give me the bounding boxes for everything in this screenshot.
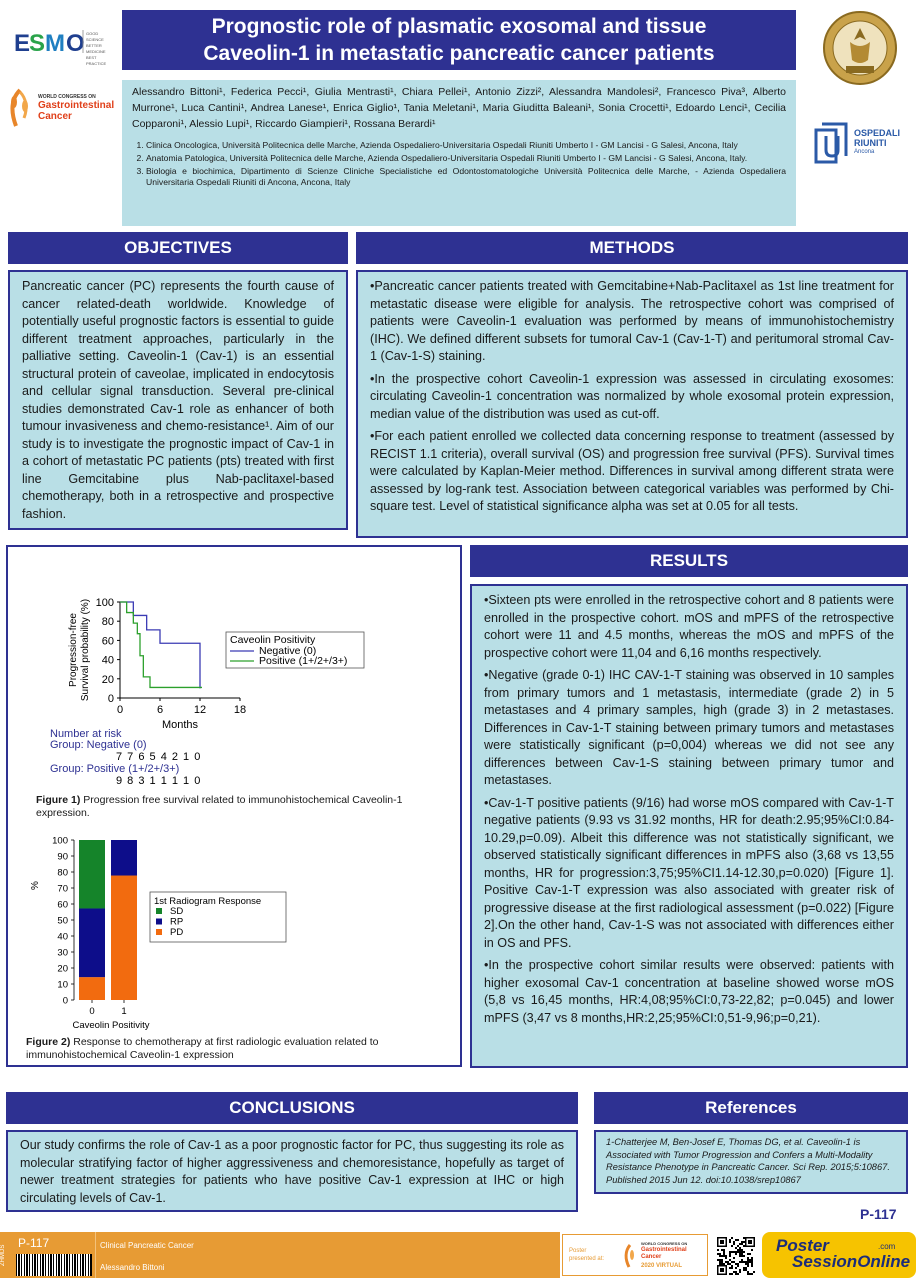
legend-label: RP (170, 916, 184, 928)
gi-logo-line1: WORLD CONGRESS ON (38, 94, 96, 100)
qr-module (745, 1269, 747, 1271)
y-tick-label: 90 (57, 851, 68, 863)
qr-module (747, 1259, 749, 1261)
esmo-tagline: BETTER MEDICINE (86, 43, 106, 54)
qr-module (731, 1267, 733, 1269)
qr-module (719, 1261, 721, 1263)
event-line: Gastrointestinal (641, 1247, 687, 1253)
y-tick-label: 10 (57, 979, 68, 991)
qr-module (733, 1251, 735, 1253)
ospedali-riuniti-logo (812, 122, 908, 166)
y-tick-label: 20 (57, 963, 68, 975)
x-tick-label: 12 (193, 704, 207, 716)
y-tick-label: 40 (101, 654, 114, 667)
qr-module (731, 1261, 733, 1263)
qr-module (737, 1251, 739, 1253)
qr-module (745, 1261, 747, 1263)
results-paragraph: •Sixteen pts were enrolled in the retrospective cohort and 8 patients were enrolled in the prospective cohort. mOS and mPFS of the retrospective cohort were 11 and 4.5 months, whereas the mOS and mPFS of the prospective cohort were 11,04 and 6,16 months respectively. (484, 593, 894, 660)
qr-module (739, 1261, 741, 1263)
x-axis-label: Months (161, 719, 199, 731)
qr-module (729, 1263, 731, 1265)
affiliation-item: 2. Anatomia Patologica, Università Politecnica delle Marche, Azienda Ospedaliero-Universitaria Ospedali Riuniti Umberto I - GM Lancisi - G Salesi, Ancona, Italy. (146, 153, 786, 164)
qr-module (743, 1261, 745, 1263)
qr-module (741, 1251, 743, 1253)
author-list: Alessandro Bittoni¹, Federica Pecci¹, Giulia Mentrasti¹, Chiara Pellei¹, Antonio Zizzi², Alessandra Mandolesi², Francesco Piva³, Alberto Murrone¹, Luca Cantini¹, Andrea Lanese¹, Enrica Giglio¹, Tania Meletani¹, Maria Giuditta Baleani¹, Sonia Crocetti¹, Edoardo Lenci¹, Cecilia Copparoni¹, Alessio Lupi¹, Riccardo Giampieri¹, Rossana Berardi¹ (132, 86, 786, 130)
qr-module (741, 1255, 743, 1257)
qr-module (739, 1255, 741, 1257)
y-tick-label: 80 (57, 867, 68, 879)
event-line: WORLD CONGRESS ON (641, 1241, 688, 1246)
svg-text:M: M (45, 30, 65, 57)
qr-module (739, 1271, 741, 1273)
qr-module (747, 1273, 749, 1275)
y-tick-label: 60 (57, 899, 68, 911)
qr-module (733, 1241, 735, 1243)
x-tick-label: 18 (233, 704, 247, 716)
qr-module (731, 1251, 733, 1253)
legend-title: 1st Radiogram Response (154, 896, 262, 907)
x-tick-label: 0 (116, 704, 124, 716)
affiliation-item: 1. Clinica Oncologica, Università Politecnica delle Marche, Azienda Ospedaliero-Universitaria Ospedali Riuniti Umberto I - GM Lancisi - G Salesi, Ancona, Italy (146, 140, 786, 151)
esmo-tagline: GOOD SCIENCE (86, 31, 104, 42)
risk-table-title: Number at risk (50, 728, 122, 740)
y-tick-label: 100 (95, 597, 114, 609)
qr-module (735, 1273, 737, 1275)
results-heading: RESULTS (470, 545, 908, 577)
qr-module (735, 1271, 737, 1273)
conclusions-text: Our study confirms the role of Cav-1 as a poor prognostic factor for PC, thus suggesting its role as molecular stratifying factor of higher aggressiveness and chemoresistance, hopefully as target of newer treatment strategies for patients who have positive Cav-1 expression at IHC or high circulating levels of Cav-1. (20, 1138, 564, 1205)
footer-author: Alessandro Bittoni (100, 1263, 165, 1272)
esmo-tagline: BEST PRACTICE (86, 55, 107, 66)
y-tick-label: 20 (101, 673, 114, 686)
qr-module (725, 1261, 727, 1263)
y-tick-label: 40 (57, 931, 68, 943)
figure-2-text: Response to chemotherapy at first radiologic evaluation related to immunohistochemical Caveolin-1 expression (26, 1036, 379, 1061)
qr-module (747, 1253, 749, 1255)
legend-swatch (156, 908, 162, 914)
gi-congress-logo (6, 86, 121, 132)
qr-module (741, 1241, 743, 1243)
qr-module (729, 1251, 731, 1253)
qr-module (731, 1237, 733, 1239)
postersessiononline-logo (762, 1232, 916, 1278)
qr-module (751, 1257, 753, 1259)
risk-group-label: Group: Positive (1+/2+/3+) (50, 763, 180, 775)
qr-module (733, 1261, 735, 1263)
qr-module (729, 1267, 731, 1269)
affiliation-item: 3. Biologia e biochimica, Dipartimento di Scienze Cliniche Specialistiche ed Odontostomatologiche Università Politecnica delle Marche, - Azienda Ospedaliera Universitaria Ospedali Riuniti di Ancona, Ancona, Italy (146, 166, 786, 188)
svg-text:O: O (66, 30, 85, 57)
qr-module (743, 1245, 745, 1247)
qr-module (723, 1249, 725, 1251)
qr-module (735, 1239, 737, 1241)
footer-code: P-117 (18, 1236, 50, 1250)
footer-bar (0, 1232, 560, 1278)
km-curve-negative (120, 602, 200, 688)
qr-module (747, 1265, 749, 1267)
qr-module (717, 1253, 719, 1255)
objectives-text: Pancreatic cancer (PC) represents the fourth cause of cancer related-death worldwide. Knowledge of potentially useful prognostic factors is essential to guide different treatment approaches, particularly in the palliative setting. Caveolin-1 (Cav-1) is an essential structural protein of caveolae, implicated in endocytosis and cellular signal transduction. Several pre-clinical studies demonstrated Cav-1 role as enhancer of both tumour invasiveness and chemo-resistance¹. Aim of our study is to investigate the prognostic impact of Cav-1 in a cohort of metastatic PC patients (pts) treated with first line Gemcitabine plus Nab-paclitaxel-based chemotherapy, both in a retrospective and prospective fashion. (22, 279, 334, 521)
qr-module (749, 1273, 751, 1275)
risk-group-values: 9 8 3 1 1 1 1 0 (116, 775, 202, 785)
title-line-2: Caveolin-1 in metastatic pancreatic cancer patients (203, 42, 715, 65)
qr-module (743, 1251, 745, 1253)
qr-module (729, 1259, 731, 1261)
presented-at-line: Poster (569, 1248, 587, 1254)
figure-1-label: Figure 1) (36, 794, 81, 806)
objectives-panel (8, 270, 348, 530)
y-tick-label: 100 (52, 835, 68, 847)
ospedali-line1: OSPEDALI (854, 128, 901, 138)
qr-module (721, 1259, 723, 1261)
bar-segment-rp (111, 840, 137, 876)
ospedali-line2: RIUNITI (854, 138, 887, 148)
esmo-logo (14, 24, 114, 66)
qr-module (741, 1259, 743, 1261)
presented-at-line: presented at: (569, 1256, 605, 1262)
qr-module (749, 1259, 751, 1261)
qr-module (737, 1265, 739, 1267)
qr-module (735, 1267, 737, 1269)
conclusions-heading: CONCLUSIONS (6, 1092, 578, 1124)
qr-code-icon (716, 1236, 756, 1276)
x-tick-label: 1 (121, 1006, 127, 1017)
svg-text:E: E (14, 30, 31, 57)
qr-module (743, 1241, 745, 1243)
qr-module (749, 1261, 751, 1263)
qr-module (751, 1261, 753, 1263)
event-edition: 2020 VIRTUAL (641, 1263, 683, 1269)
qr-module (723, 1251, 725, 1253)
qr-module (729, 1241, 731, 1243)
gi-logo-line3: Cancer (38, 111, 72, 122)
legend-label: SD (170, 906, 184, 917)
methods-panel (356, 270, 908, 538)
objectives-heading: OBJECTIVES (8, 232, 348, 264)
ospedali-line3: Ancona (854, 149, 875, 155)
qr-module (733, 1257, 735, 1259)
references-panel (594, 1130, 908, 1194)
qr-module (743, 1269, 745, 1271)
methods-paragraph: •Pancreatic cancer patients treated with Gemcitabine+Nab-Paclitaxel as 1st line treatment for metastatic disease were eligible for analysis. The retrospective cohort was comprised of patients were Caveolin-1 evaluation was performed by means of immunohistochemistry (IHC). We defined different subsets for tumoral Cav-1 (Cav-1-T) and peritumoral stromal Cav-1 (Cav-1-S) staining. (370, 279, 894, 363)
qr-module (753, 1271, 755, 1273)
qr-module (721, 1261, 723, 1263)
qr-module (739, 1247, 741, 1249)
methods-heading: METHODS (356, 232, 908, 264)
results-paragraph: •Negative (grade 0-1) IHC CAV-1-T staining was observed in 10 samples from primary tumors and 1 metastasis, intermediate (grade 2) in 5 metastases and 4 primary samples, high (grade 3) in 2 metastases. Differences in Cav-1-T staining between primary tumors and metastases were statistically significant (p=0,004) whereas we did not see any differences between Cav-1-S staining between primary tumor and metastases. (484, 668, 894, 787)
y-tick-label: 50 (57, 915, 68, 927)
figure-1-text: Progression free survival related to immunohistochemical Caveolin-1 expression. (36, 794, 403, 819)
qr-module (751, 1249, 753, 1251)
qr-module (751, 1273, 753, 1275)
qr-module (731, 1265, 733, 1267)
brand-line-1: Poster (776, 1236, 829, 1255)
qr-module (747, 1261, 749, 1263)
qr-module (729, 1239, 731, 1241)
qr-module (739, 1269, 741, 1271)
qr-module (741, 1261, 743, 1263)
bar-segment-rp (79, 908, 105, 977)
bar-segment-sd (79, 840, 105, 908)
qr-module (723, 1253, 725, 1255)
stacked-bar-chart (24, 830, 324, 1035)
qr-module (725, 1255, 727, 1257)
poster-code: P-117 (860, 1206, 897, 1222)
y-axis-label (68, 599, 91, 701)
title-line-1: Prognostic role of plasmatic exosomal and tissue (211, 15, 707, 38)
qr-module (745, 1267, 747, 1269)
qr-module (727, 1261, 729, 1263)
qr-finder-core (720, 1240, 724, 1244)
qr-module (739, 1243, 741, 1245)
qr-module (741, 1243, 743, 1245)
brand-suffix: .com (878, 1242, 896, 1251)
qr-module (729, 1273, 731, 1275)
qr-module (735, 1251, 737, 1253)
legend-swatch (156, 929, 162, 935)
methods-paragraph: •For each patient enrolled we collected data concerning response to treatment (assessed by RECIST 1.1 criteria), overall survival (OS) and progression free survival (PFS). Survival times were calculated by Kaplan-Meier method. Differences in survival among different strata were assessed by log-rank test. Association between categorical variables was performed by Chi-square test. Level of statistical significance alpha was set at 0.05 for all tests. (370, 429, 894, 513)
risk-group-values: 7 7 6 5 4 2 1 0 (116, 751, 202, 763)
qr-module (717, 1249, 719, 1251)
qr-module (735, 1253, 737, 1255)
km-chart (30, 590, 440, 785)
qr-module (739, 1249, 741, 1251)
qr-module (751, 1263, 753, 1265)
gi-logo-line2: Gastrointestinal (38, 100, 115, 111)
y-axis-label: % (30, 881, 41, 890)
y-tick-label: 0 (62, 995, 68, 1007)
qr-module (721, 1249, 723, 1251)
qr-module (729, 1253, 731, 1255)
authors-affiliations-box (122, 80, 796, 226)
figure-1-caption (36, 794, 441, 820)
gi-leaf-icon (623, 1243, 637, 1269)
qr-module (739, 1251, 741, 1253)
event-line: Cancer (641, 1254, 662, 1260)
x-tick-label: 0 (89, 1006, 95, 1017)
km-curve-positive (120, 602, 202, 687)
y-axis-label-line: Progression-free (68, 613, 79, 687)
qr-module (731, 1245, 733, 1247)
risk-group-label: Group: Negative (0) (50, 739, 147, 751)
qr-module (743, 1255, 745, 1257)
qr-module (735, 1247, 737, 1249)
qr-module (743, 1237, 745, 1239)
figure-2-caption (26, 1036, 446, 1062)
qr-module (741, 1249, 743, 1251)
legend-swatch (156, 919, 162, 925)
figure-2-label: Figure 2) (26, 1036, 71, 1048)
footer-side-code: ZHMDS (0, 1244, 6, 1266)
y-tick-label: 70 (57, 883, 68, 895)
qr-module (735, 1263, 737, 1265)
qr-finder-core (720, 1268, 724, 1272)
svg-text:S: S (29, 30, 46, 57)
bar-segment-pd (79, 977, 105, 1000)
qr-module (731, 1273, 733, 1275)
footer-category: Clinical Pancreatic Cancer (100, 1241, 194, 1250)
qr-module (737, 1263, 739, 1265)
results-paragraph: •In the prospective cohort similar results were observed: patients with higher exosomal Cav-1 concentration at baseline showed worse mOS (5,8 vs 16,45 months, HR:4,08;95%CI:0,73-22,82; p=0.045) and lower mPFS (3,47 vs 8 months,HR:2,25;95%CI:0,51-9,96;p=0,21). (484, 958, 894, 1025)
references-heading: References (594, 1092, 908, 1124)
affiliation-list (132, 140, 786, 188)
qr-module (723, 1255, 725, 1257)
qr-module (747, 1257, 749, 1259)
y-axis-label-line: Survival probability (%) (80, 598, 91, 702)
methods-paragraph: •In the prospective cohort Caveolin-1 expression was assessed in circulating exosomes: circulating Caveolin-1 concentration was normalized by whole exosomal protein expression, median value of the distribution was used as cut-off. (370, 371, 894, 421)
university-seal-logo (822, 10, 898, 86)
x-tick-label: 6 (156, 704, 164, 716)
qr-module (721, 1263, 723, 1265)
y-tick-label: 80 (101, 616, 114, 629)
qr-module (719, 1255, 721, 1257)
footer-divider (95, 1232, 96, 1278)
qr-module (725, 1257, 727, 1259)
bar-segment-pd (111, 876, 137, 1000)
conclusions-panel (6, 1130, 578, 1212)
legend-label: Positive (1+/2+/3+) (259, 655, 348, 667)
y-tick-label: 0 (107, 693, 114, 705)
brand-line-2: SessionOnline (792, 1252, 911, 1271)
qr-module (727, 1263, 729, 1265)
qr-module (719, 1263, 721, 1265)
legend-label: Negative (0) (259, 645, 317, 657)
qr-finder-core (748, 1240, 752, 1244)
qr-module (751, 1259, 753, 1261)
qr-module (737, 1249, 739, 1251)
qr-module (737, 1239, 739, 1241)
qr-module (719, 1259, 721, 1261)
qr-module (723, 1263, 725, 1265)
qr-module (749, 1253, 751, 1255)
qr-module (737, 1245, 739, 1247)
y-tick-label: 60 (101, 635, 114, 648)
qr-module (721, 1255, 723, 1257)
results-paragraph: •Cav-1-T positive patients (9/16) had worse mOS compared with Cav-1-T negative patients (9.93 vs 31.92 months, HR for death:2.95;95%CI:0.84-10.29,p=0.09). Albeit this difference was not statistically significant, we observed statistically significant differences in mPFS also (3,68 vs 13,55 months, HR for progression:3,75;95%CI1.14-12.30,p=0.020) [Figure 1]. Positive Cav-1-T expression was also associated with greater risk of progressive disease at the first radiological assessment (p=0.022) [Figure 2].On the other hand, Cav-1-S was not associated with differences either in OS and PFS. (484, 795, 894, 950)
results-panel (470, 584, 908, 1068)
qr-module (737, 1273, 739, 1275)
barcode (16, 1254, 92, 1276)
qr-module (733, 1271, 735, 1273)
qr-module (743, 1267, 745, 1269)
qr-module (717, 1259, 719, 1261)
poster-title (122, 10, 796, 70)
qr-module (739, 1253, 741, 1255)
qr-module (741, 1253, 743, 1255)
presented-at-box (562, 1234, 708, 1276)
references-text: 1-Chatterjee M, Ben-Josef E, Thomas DG, et al. Caveolin-1 is Associated with Tumor Progression and Confers a Multi-Modality Resistance Phenotype in Pancreatic Cancer. Sci Rep. 2015;5:10867. Published 2015 Jun 12. doi:10.1038/srep10867 (606, 1137, 890, 1185)
qr-module (719, 1253, 721, 1255)
legend-label: PD (170, 927, 184, 938)
qr-module (747, 1271, 749, 1273)
qr-module (747, 1263, 749, 1265)
qr-module (733, 1243, 735, 1245)
legend-title: Caveolin Positivity (230, 634, 316, 646)
qr-module (751, 1265, 753, 1267)
y-tick-label: 30 (57, 947, 68, 959)
qr-module (745, 1263, 747, 1265)
qr-module (729, 1255, 731, 1257)
x-axis-label: Caveolin Positivity (72, 1020, 150, 1031)
